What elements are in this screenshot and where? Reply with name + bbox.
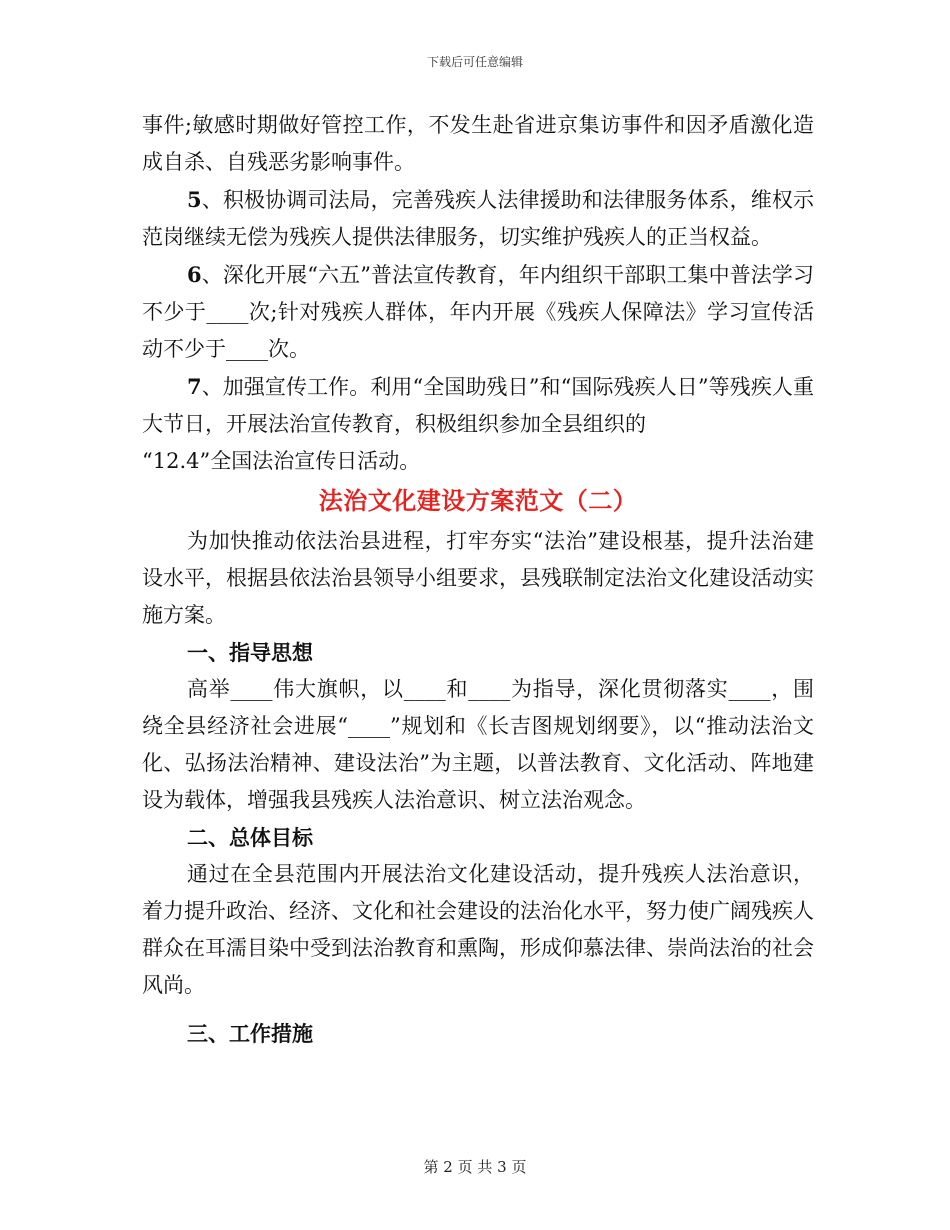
document-title: 法治文化建设方案范文（二）: [318, 486, 638, 515]
item-text: 、深化开展“六五”普法宣传教育，年内组织干部职工集中普法学习不少于____次;针对残疾人群体，年内开展《残疾人保障法》学习宣传活动不少于____次。: [142, 263, 814, 361]
item-text: 、积极协调司法局，完善残疾人法律援助和法律服务体系，维权示范岗继续无偿为残疾人提供法律服务，切实维护残疾人的正当权益。: [142, 188, 814, 249]
section-heading: 二、总体目标: [187, 825, 313, 850]
section-paragraph: 通过在全县范围内开展法治文化建设活动，提升残疾人法治意识，着力提升政治、经济、文化和社会建设的法治化水平，努力使广阔残疾人群众在耳濡目染中受到法治教育和熏陶，形成仰慕法律、崇尚法治的社会风尚。: [142, 862, 814, 997]
section-heading: 三、工作措施: [187, 1021, 313, 1046]
item-number: 7: [187, 374, 202, 399]
list-item-5: [142, 181, 814, 256]
list-item-6: [142, 256, 814, 368]
item-number: 6: [187, 262, 202, 287]
header-note: 下载后可任意编辑: [426, 55, 523, 69]
intro-paragraph: 为加快推动依法治县进程，打牢夯实“法治”建设根基，提升法治建设水平，根据县依法治县领导小组要求，县残联制定法治文化建设活动实施方案。: [142, 529, 814, 627]
continued-paragraph: 事件;敏感时期做好管控工作，不发生赴省进京集访事件和因矛盾激化造成自杀、自残恶劣影响事件。: [142, 113, 814, 174]
list-item-7-tail: “12.4”全国法治宣传日活动。: [142, 449, 421, 473]
list-item-7: [142, 368, 814, 443]
page-number: 第 2 页 共 3 页: [423, 1158, 527, 1176]
item-text: 、加强宣传工作。利用“全国助残日”和“国际残疾人日”等残疾人重大节日，开展法治宣传教育，积极组织参加全县组织的: [142, 375, 814, 436]
section-paragraph: 高举____伟大旗帜，以____和____为指导，深化贯彻落实____，围绕全县经济社会进展“____”规划和《长吉图规划纲要》，以“推动法治文化、弘扬法治精神、建设法治”为主题，以普法教育、文化活动、阵地建设为载体，增强我县残疾人法治意识、树立法治观念。: [142, 677, 814, 812]
document-body: [142, 107, 814, 1052]
item-number: 5: [187, 187, 202, 212]
section-heading: 一、指导思想: [187, 640, 313, 665]
